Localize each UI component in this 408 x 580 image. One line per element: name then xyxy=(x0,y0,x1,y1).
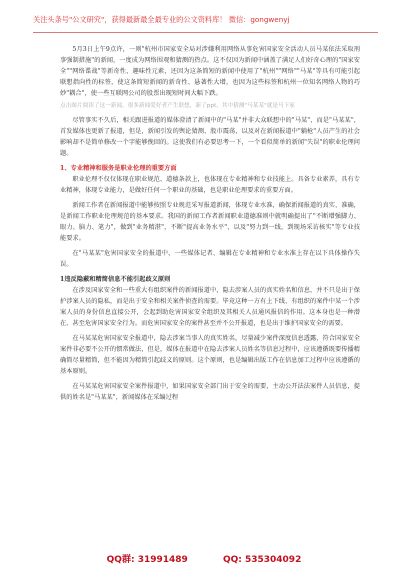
header-text: 关注头条号"公文研究"，获得最新最全最专业的公文资料库！ 微信：gongwenyj xyxy=(33,15,290,24)
paragraph: 在"马某某"危害国家安全的报道中，一些媒体记者、编辑在专业精神和专业水准上存在以下具体操作失误。 xyxy=(60,250,360,268)
paragraph: 在马某某危害国家安全案件报道中，如果国家安全部门出于安全的需要，主动公开法法案件人员信息，提供的姓名是"马某某"，新闻媒体在采编过程 xyxy=(60,383,360,401)
page-footer xyxy=(0,552,408,565)
paragraph: 在马某某危害国家安全报道中，隐去涉案当事人的真实姓名，尽量减少案件深度信息透露，符合国家安全案件非必要不公开的惯常做法，但是，媒体在报道中在隐去涉案人员姓名等信息过程中，应该遵循既要传播精确简尽量精简，但不能因为精简引起歧义的原则。这个原则，也是编辑出版工作在信息加工过程中应该遵循的基本原则。 xyxy=(60,335,360,375)
paragraph: 新闻工作者在新闻报道中能够按照专业规范采写报道新闻，体现专业水准，确保新闻报道的真实、准确，是新闻工作职业伦理规范的基本要求。我国的新闻工作者新闻职业道德准则中就明确提出了"不断增强脚力、眼力、脑力、笔力"，做到"业务精湛"，不断"提高业务水平"，以及"努力到一线，到现场采访核实"等专业技能要求。 xyxy=(60,202,360,242)
qq-group-text: QQ群: 31991489 xyxy=(106,555,188,565)
subsection-heading: 1违反隐蔽和精简信息不能引起歧义原则 xyxy=(60,276,171,283)
paragraph: 在涉及国家安全和一些重大有组织案件的新闻报道中，隐去涉案人员的真实姓名和信息，并不只是出于保护涉案人员的隐私，而是出于安全和相关案件侦查的需要。毕竟这种一方有上下线、有组织的案件中某一个涉案人员的身份信息直接公开，会起到助危害国家安全组织及其相关人员通风报信的作用。这本身也是一种潜在、甚至危害国家安全行为。而危害国家安全的案件甚至并不公开报道，也是出于维护国家安全的需要。 xyxy=(60,287,360,327)
image-caption: 点击图片阅读了这一新闻，很多新闻爱好者产生联想，新了ppt，其中猜测"马某某"就是马下家 xyxy=(60,103,295,109)
paragraph: 5月3日上午9点许，一则"杭州市国家安全局对涉嫌利用网络从事危害国家安全活动人员马某依法采取刑事强制措施"的新闻，一度成为网络围观和猜测的热点。这不仅因为新闻中涵盖了满足人们好奇心理的"国家安全""网络谍战"等新奇性、趣味性元素，还因为这条简短的新闻中使用了"杭州""网络""马某"等具有可能引起联想指向性的标签，使这条简短新闻的新奇性、悬著性大增，也因为这些标签和杭州一位知名网络人物的巧妙"耦合"，使一些互联网公司的股票出现短时间大幅下跌。 xyxy=(60,46,360,97)
page-header xyxy=(33,12,378,33)
qq-contact-text: QQ: 535304092 xyxy=(222,555,302,565)
article-body xyxy=(60,44,360,403)
paragraph: 尽管事实不久后，相关跟进报道的媒体澄清了新闻中的"马某"并非大众联想中的"马某"，而是"马某某"，首发媒体也更新了报道，但是，新闻引发的舆论猜测、股市震荡，以及对在新闻报道中"躺枪"人员产生的社会影响却不是简单修改一个字能够挽回的。这使我们有必要思考一下，一个看似简单的新闻"失误"的职业伦理问题。 xyxy=(60,117,360,157)
section-heading: 1、专业精神和服务是职业伦理的重要方面 xyxy=(60,165,177,172)
paragraph: 职业伦理不仅仅体现在职业规范、道德条款上，也体现在专业精神和专业技能上。具备专业素养，具有专业精神，体现专业能力，是做好任何一个职业的基础，也是职业伦理要求的重要方面。 xyxy=(60,176,360,194)
